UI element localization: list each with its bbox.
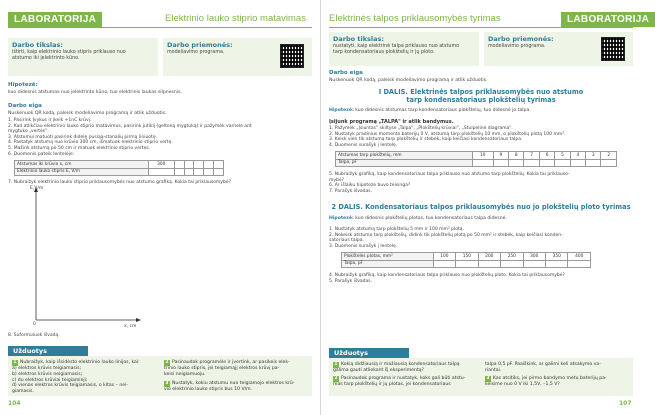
- table-cell: 3: [586, 152, 601, 160]
- part-2-step: satoriaus talpa.: [329, 238, 364, 244]
- task-number: 1: [334, 362, 338, 367]
- steps-list: [8, 118, 252, 157]
- task-number: 3: [486, 376, 490, 381]
- table-cell-label: Atstumas tarp plokštelių, mm: [336, 152, 473, 160]
- task-number: 3: [165, 381, 169, 386]
- table-cell: 250: [501, 253, 523, 261]
- qr-code-icon[interactable]: [601, 37, 625, 61]
- table-cell[interactable]: [586, 159, 601, 167]
- hypothesis-2-text: kuo didesnis plokštelių plotas, tuo kondensatoriaus talpa didesnė.: [355, 216, 507, 221]
- table-cell[interactable]: [478, 260, 500, 268]
- left-page: [0, 0, 320, 415]
- tools-title: Darbo priemonės:: [167, 41, 233, 49]
- goal-title: Darbo tikslas:: [12, 41, 63, 49]
- part-1-after: [329, 172, 570, 194]
- table-cell[interactable]: [204, 161, 214, 169]
- task-3: [485, 376, 631, 388]
- step-2: 2. Kad atlikčiau elektrinio lauko stiprio matavimus, pasirink jutiklį (geltoną mygtuką) ir pažymėk varnele ant: [8, 123, 252, 129]
- step-2-cont: mygtuko „vertės".: [8, 129, 49, 135]
- step-4: 4. Pastatyk atstumą nuo krūvio 300 cm, išmatuok elektrinio stiprio vertę.: [8, 140, 173, 146]
- distance-capacity-table: [335, 151, 617, 167]
- table-cell[interactable]: [472, 159, 493, 167]
- part-2-step: 1. Nustatyk atstumą tarp plokštelių 5 mm ir 100 mm² plotą.: [329, 227, 464, 232]
- task-line: Kas atsitiks, jei pirmo bandymo metu baterijų pa-: [493, 376, 607, 381]
- part-2-step: 5. Parašyk išvadas.: [329, 278, 373, 284]
- header-rule: [329, 27, 633, 28]
- task-number: 2: [334, 376, 338, 381]
- table-cell[interactable]: [493, 159, 508, 167]
- table-row: [342, 260, 591, 268]
- table-cell: 6: [539, 152, 554, 160]
- table-cell[interactable]: [509, 159, 524, 167]
- step-7: 7. Nubraižyk elektrinio lauko stiprio priklausomybės nuo atstumo grafiką. Kokia tai priklausomybė?: [8, 180, 231, 185]
- table-cell-label: Plokštelės plotas, mm²: [342, 253, 434, 261]
- table-cell[interactable]: [601, 159, 617, 167]
- table-cell[interactable]: [433, 260, 455, 268]
- table-cell: 200: [478, 253, 500, 261]
- table-cell[interactable]: [524, 159, 539, 167]
- table-cell[interactable]: 300: [148, 161, 174, 169]
- task-2: [333, 376, 481, 388]
- right-page: [320, 0, 650, 415]
- part-1-heading-line: I DALIS. Elektrinės talpos priklausomybės nuo atstumo: [378, 88, 584, 96]
- part-2-step: 2. Nekeisk atstumo tarp plokštelių, didink tik plokštelių plotą po 50 mm² ir stebėk, kaip keičiasi konden-: [329, 232, 563, 238]
- table-cell-label: Talpa, pF: [342, 260, 434, 268]
- part-2-after: [329, 273, 565, 284]
- step-8: 8. Suformuluok išvadą.: [8, 333, 60, 338]
- part-1-step: 7. Parašyk išvadas.: [329, 188, 373, 194]
- part-2-steps: [329, 227, 563, 249]
- table-row: [15, 168, 224, 176]
- table-cell: 100: [433, 253, 455, 261]
- goal-box: [329, 32, 479, 66]
- task-line: d) vienas elektros krūvis teigiamasis, o kitas – nei-: [12, 383, 129, 389]
- part-1-heading: [341, 88, 621, 104]
- table-cell: 300: [523, 253, 545, 261]
- step-3: 3. Atstumui matuoti pasirink didelę pusiąą-stanalių pirmą liniuotę.: [8, 134, 158, 140]
- step-1: 1. Pasirink Įvykus ir įkelk +1nC krūvį.: [8, 118, 92, 123]
- task-number: 2: [165, 360, 169, 365]
- part-1-step: 1. Pažymėk „Įsiuntas" skiltyse „Talpa", „Plokštelių krūviai", „Stulpelinė diagrama".: [329, 126, 513, 131]
- part-1-step: 2. Nustatyk pradinius momento baterijų 0 V, atstumą tarp plokštelių 10 mm, o plokštelių plotą 100 mm².: [329, 131, 566, 137]
- task-line: giamasis.: [12, 389, 34, 395]
- task-line: Kokią didžiausią ir mažiausią kondensatoriaus talpą: [341, 362, 460, 367]
- task-line: keisime nuo 0 V iki 1,5V, –1,5 V?: [485, 382, 560, 387]
- steps-head: Darbo eiga: [329, 70, 363, 76]
- table-cell[interactable]: [194, 168, 204, 176]
- steps-intro: Nuskenuok QR kodą, paleisk modeliavimo programą ir atlik užduotis.: [329, 78, 488, 83]
- task-number: 1: [13, 360, 17, 365]
- goal-title: Darbo tikslas:: [333, 35, 384, 43]
- task-line: Nustatyk, kokiu atstumu nuo teigiamojo elektros krū-: [172, 381, 295, 386]
- laboratory-badge: LABORATORIJA: [8, 12, 102, 27]
- task-line: riantai.: [485, 367, 502, 373]
- table-cell: 400: [568, 253, 591, 261]
- y-axis-label: E,V/m: [30, 186, 44, 191]
- task-line: b) elektros krūvis neigiamasis;: [12, 371, 83, 377]
- task-line: galima gauti atliekant šį eksperimentą?: [333, 368, 424, 373]
- hypothesis-head: Hipotezė:: [329, 216, 354, 221]
- task-line: Pasinaudok programėle ir įvertink, ar pasikeis elek-: [172, 360, 290, 365]
- tasks-header: Užduotys: [329, 348, 409, 358]
- part-1-step: mybė?: [329, 177, 345, 183]
- hypothesis-1-text: kuo didesnis atstumas tarp kondensatoriaus plokštelių, tuo didesnė jo talpa.: [355, 108, 531, 113]
- task-2-cont: [485, 362, 631, 374]
- laboratory-badge: LABORATORIJA: [561, 12, 655, 27]
- table-cell[interactable]: [523, 260, 545, 268]
- table-cell[interactable]: [174, 161, 184, 169]
- distance-table: [14, 160, 224, 176]
- goal-box: [8, 38, 158, 76]
- table-cell: 2: [601, 152, 617, 160]
- table-cell: 350: [546, 253, 568, 261]
- goal-text-2: atstumo iki įelektrinto kūno.: [12, 56, 80, 61]
- task-line: keisi neigiamuoju.: [164, 371, 206, 377]
- table-cell: 10: [472, 152, 493, 160]
- part-1-heading-line: tarp kondensatoriaus plokštelių tyrimas: [406, 96, 556, 104]
- hypothesis-head: Hipotezė:: [8, 82, 38, 88]
- x-axis-arrow: [136, 318, 141, 322]
- steps-head: Darbo eiga: [8, 103, 42, 109]
- hypothesis-head: Hipotezė:: [329, 108, 354, 113]
- task-line: mas tarp plokštelių ir jų plotas, jei kondensatoriaus: [333, 382, 451, 387]
- part-1-step: 6. Ar išlaiku hipotezė buvo teisinga?: [329, 183, 411, 189]
- header-rule: [8, 27, 312, 28]
- goal-text-1: nustatyti, kaip elektrinė talpa priklauso nuo atstumo: [333, 44, 460, 49]
- table-cell: 8: [509, 152, 524, 160]
- table-cell[interactable]: [184, 168, 194, 176]
- table-cell: 4: [570, 152, 585, 160]
- task-line: trinio lauko stipris, jei teigiamąjį elektros krūvį pa-: [164, 366, 280, 371]
- table-cell-label: Elektrinio lauko stipris E, V/m: [15, 168, 149, 176]
- table-cell[interactable]: [539, 159, 554, 167]
- steps-intro: Nuskenuok QR kodą, paleisk modeliavimo programą ir atlik užduotis.: [8, 111, 167, 116]
- task-line: a) elektros krūvis teigiamasis;: [12, 366, 82, 371]
- step-5: 5. Mažink atstumą po 50 cm ir matuok elektrinio stiprio vertes.: [8, 145, 151, 151]
- task-line: talpa 0,5 pF. Paaiškink, ar galimi keli atsakymo va-: [485, 362, 601, 367]
- task-3: [164, 381, 310, 393]
- table-cell-label: Atstumas iki krūvio x, cm: [15, 161, 149, 169]
- table-cell: 9: [493, 152, 508, 160]
- table-cell[interactable]: [568, 260, 591, 268]
- task-line: c) du elektros krūviai teigiamieji;: [12, 377, 88, 383]
- table-cell[interactable]: [570, 159, 585, 167]
- program-head: Įsijunk programą „TALPA" ir atlik bandymus.: [329, 119, 454, 125]
- table-row: [336, 159, 617, 167]
- table-cell[interactable]: [194, 161, 204, 169]
- part-1-step: 5. Nubraižyk grafiką, kaip kondensatoriaus talpa priklauso nuo atstumo tarp plokštelių. Kokia tai priklauso-: [329, 172, 570, 177]
- graph-axes: [22, 186, 142, 326]
- step-8-wrap: [8, 333, 60, 339]
- part-2-step: 4. Nubraižyk grafiką, kaip kondensatoriaus talpa priklauso nuo plokštelių ploto. Kokia tai priklausomybė?: [329, 273, 565, 278]
- table-cell[interactable]: [214, 168, 224, 176]
- part-1-steps: [329, 126, 565, 148]
- task-2: [164, 360, 310, 378]
- table-cell[interactable]: [546, 260, 568, 268]
- tools-text: modeliavimo programa.: [488, 44, 546, 49]
- task-line: Pasinaudok programa ir nustatyk, koks gali būti atstu-: [341, 376, 466, 381]
- part-2-step: 3. Duomenis surašyk į lentelę.: [329, 243, 398, 249]
- table-cell[interactable]: [501, 260, 523, 268]
- area-capacity-table: [341, 252, 591, 268]
- page-title: Elektrinės talpos priklausomybės tyrimas: [329, 13, 501, 24]
- table-cell: 5: [555, 152, 570, 160]
- table-cell[interactable]: [555, 159, 570, 167]
- task-1: [333, 362, 481, 374]
- table-row: [336, 152, 617, 160]
- goal-text-1: ištirti, kaip elektrinio lauko stipris priklauso nuo: [12, 50, 126, 55]
- table-cell: 150: [456, 253, 478, 261]
- page-number: 104: [8, 400, 21, 407]
- hypothesis-1: [329, 108, 531, 114]
- part-1-step: 3. Keisk vien tik atstumą tarp plokštelių ir stebėk, kaip keičiasi kondensatoriaus talpa.: [329, 137, 523, 143]
- task-line: Nubraižyk, kaip išsidėsto elektrinio lauko linijos, kai:: [20, 360, 140, 365]
- step-6: 6. Duomenis pateik lentelėje:: [8, 151, 75, 157]
- origin-label: 0: [33, 322, 36, 327]
- table-cell: 7: [524, 152, 539, 160]
- tools-title: Darbo priemonės:: [488, 35, 554, 43]
- hypothesis-text: kuo didesnis atstumas nuo įelektrinto kūno, tuo elektrinis laukas silpnesnis.: [8, 90, 182, 95]
- table-cell[interactable]: [148, 168, 174, 176]
- part-2-heading: 2 DALIS. Kondensatoriaus talpos priklausomybės nuo jo plokštelių ploto tyrimas: [331, 203, 631, 211]
- table-row: [15, 161, 224, 169]
- tools-text: modeliavimo programa.: [167, 50, 225, 55]
- table-cell[interactable]: [204, 168, 214, 176]
- goal-text-2: tarp kondensatoriaus plokštelių ir jų ploto.: [333, 50, 435, 55]
- hypothesis-2: [329, 216, 507, 222]
- table-row: [342, 253, 591, 261]
- table-cell[interactable]: [184, 161, 194, 169]
- tasks-header: Užduotys: [8, 346, 88, 356]
- part-1-step: 4. Duomenis surašyk į lentelę.: [329, 142, 398, 148]
- qr-code-icon[interactable]: [280, 44, 304, 68]
- table-cell[interactable]: [174, 168, 184, 176]
- x-axis-label: x, cm: [124, 324, 137, 329]
- page-title: Elektrinio lauko stiprio matavimas: [165, 13, 306, 24]
- table-cell-label: Talpa, pF: [336, 159, 473, 167]
- task-line: vio elektrinio lauko stipris bus 10 V/m.: [164, 387, 253, 392]
- table-cell[interactable]: [456, 260, 478, 268]
- task-1: [12, 360, 160, 395]
- page-number: 107: [619, 400, 632, 407]
- table-cell[interactable]: [214, 161, 224, 169]
- step-7-wrap: [8, 180, 231, 186]
